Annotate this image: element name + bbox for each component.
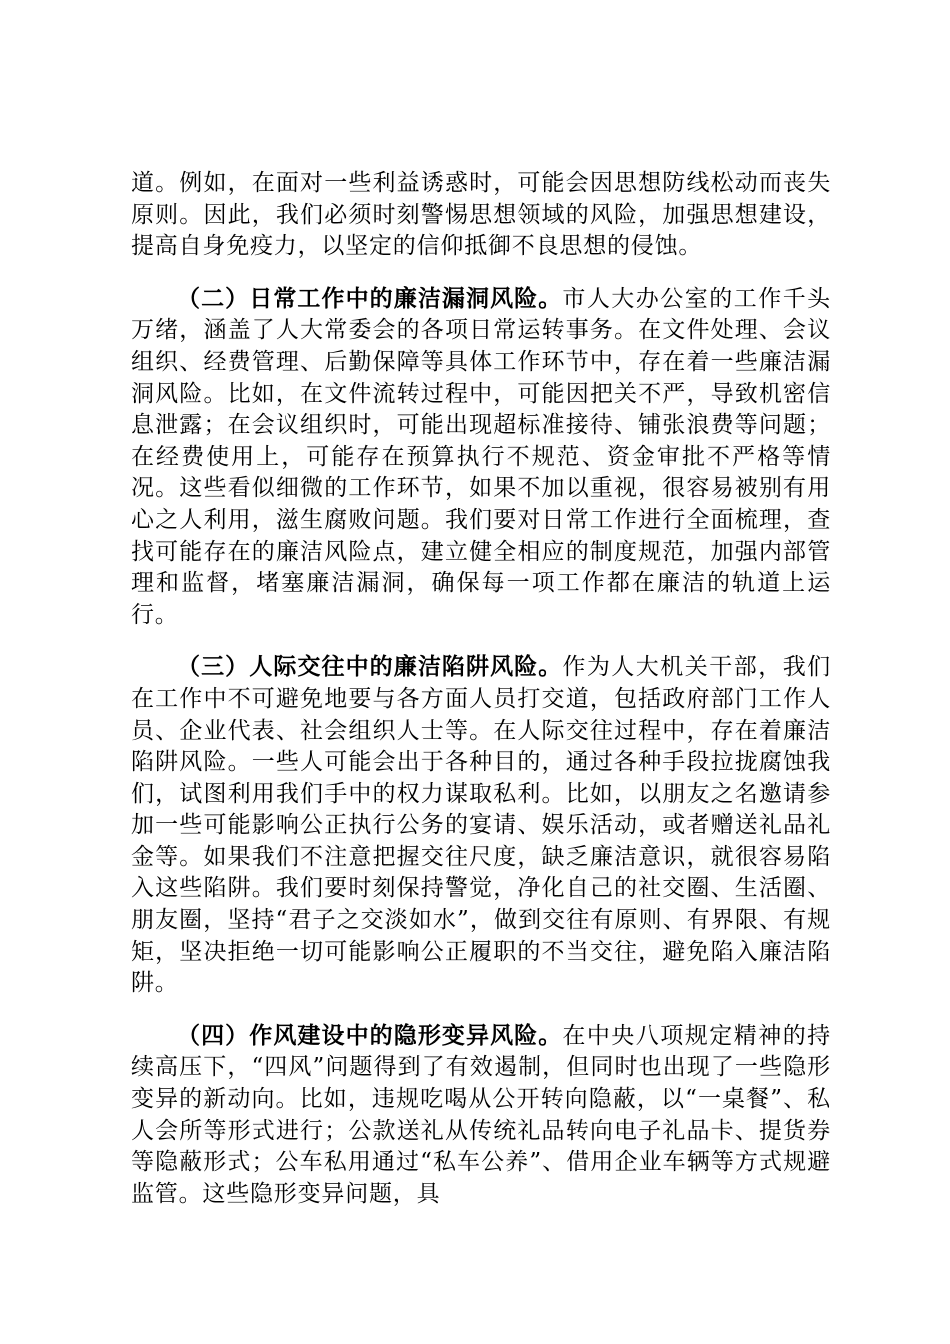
paragraph-section-3 [131,652,831,1000]
section-heading: （二）日常工作中的廉洁漏洞风险。 [177,285,563,312]
paragraph-section-4 [131,1021,831,1211]
paragraph-section-2 [131,284,831,632]
document-page [131,168,831,1210]
paragraph-body: 作为人大机关干部，我们在工作中不可避免地要与各方面人员打交道，包括政府部门工作人员、企业代表、社会组织人士等。在人际交往过程中，存在着廉洁陷阱风险。一些人可能会出于各种目的，通过各种手段拉拢腐蚀我们，试图利用我们手中的权力谋取私利。比如，以朋友之名邀请参加一些可能影响公正执行公务的宴请、娱乐活动，或者赠送礼品礼金等。如果我们不注意把握交往尺度，缺乏廉洁意识，就很容易陷入这些陷阱。我们要时刻保持警觉，净化自己的社交圈、生活圈、朋友圈，坚持“君子之交淡如水”，做到交往有原则、有界限、有规矩，坚决拒绝一切可能影响公正履职的不当交往，避免陷入廉洁陷阱。 [131,654,831,997]
paragraph-body: 在中央八项规定精神的持续高压下，“四风”问题得到了有效遏制，但同时也出现了一些隐形变异的新动向。比如，违规吃喝从公开转向隐蔽，以“一桌餐”、私人会所等形式进行；公款送礼从传统礼品转向电子礼品卡、提货券等隐蔽形式；公车私用通过“私车公养”、借用企业车辆等方式规避监管。这些隐形变异问题，具 [131,1022,831,1207]
paragraph-continuation [131,168,831,263]
section-heading: （四）作风建设中的隐形变异风险。 [177,1022,563,1049]
paragraph-body: 道。例如，在面对一些利益诱惑时，可能会因思想防线松动而丧失原则。因此，我们必须时刻警惕思想领域的风险，加强思想建设，提高自身免疫力，以坚定的信仰抵御不良思想的侵蚀。 [131,170,831,260]
section-heading: （三）人际交往中的廉洁陷阱风险。 [177,654,563,681]
paragraph-body: 市人大办公室的工作千头万绪，涵盖了人大常委会的各项日常运转事务。在文件处理、会议组织、经费管理、后勤保障等具体工作环节中，存在着一些廉洁漏洞风险。比如，在文件流转过程中，可能因把关不严，导致机密信息泄露；在会议组织时，可能出现超标准接待、铺张浪费等问题；在经费使用上，可能存在预算执行不规范、资金审批不严格等情况。这些看似细微的工作环节，如果不加以重视，很容易被别有用心之人利用，滋生腐败问题。我们要对日常工作进行全面梳理，查找可能存在的廉洁风险点，建立健全相应的制度规范，加强内部管理和监督，堵塞廉洁漏洞，确保每一项工作都在廉洁的轨道上运行。 [131,285,831,628]
